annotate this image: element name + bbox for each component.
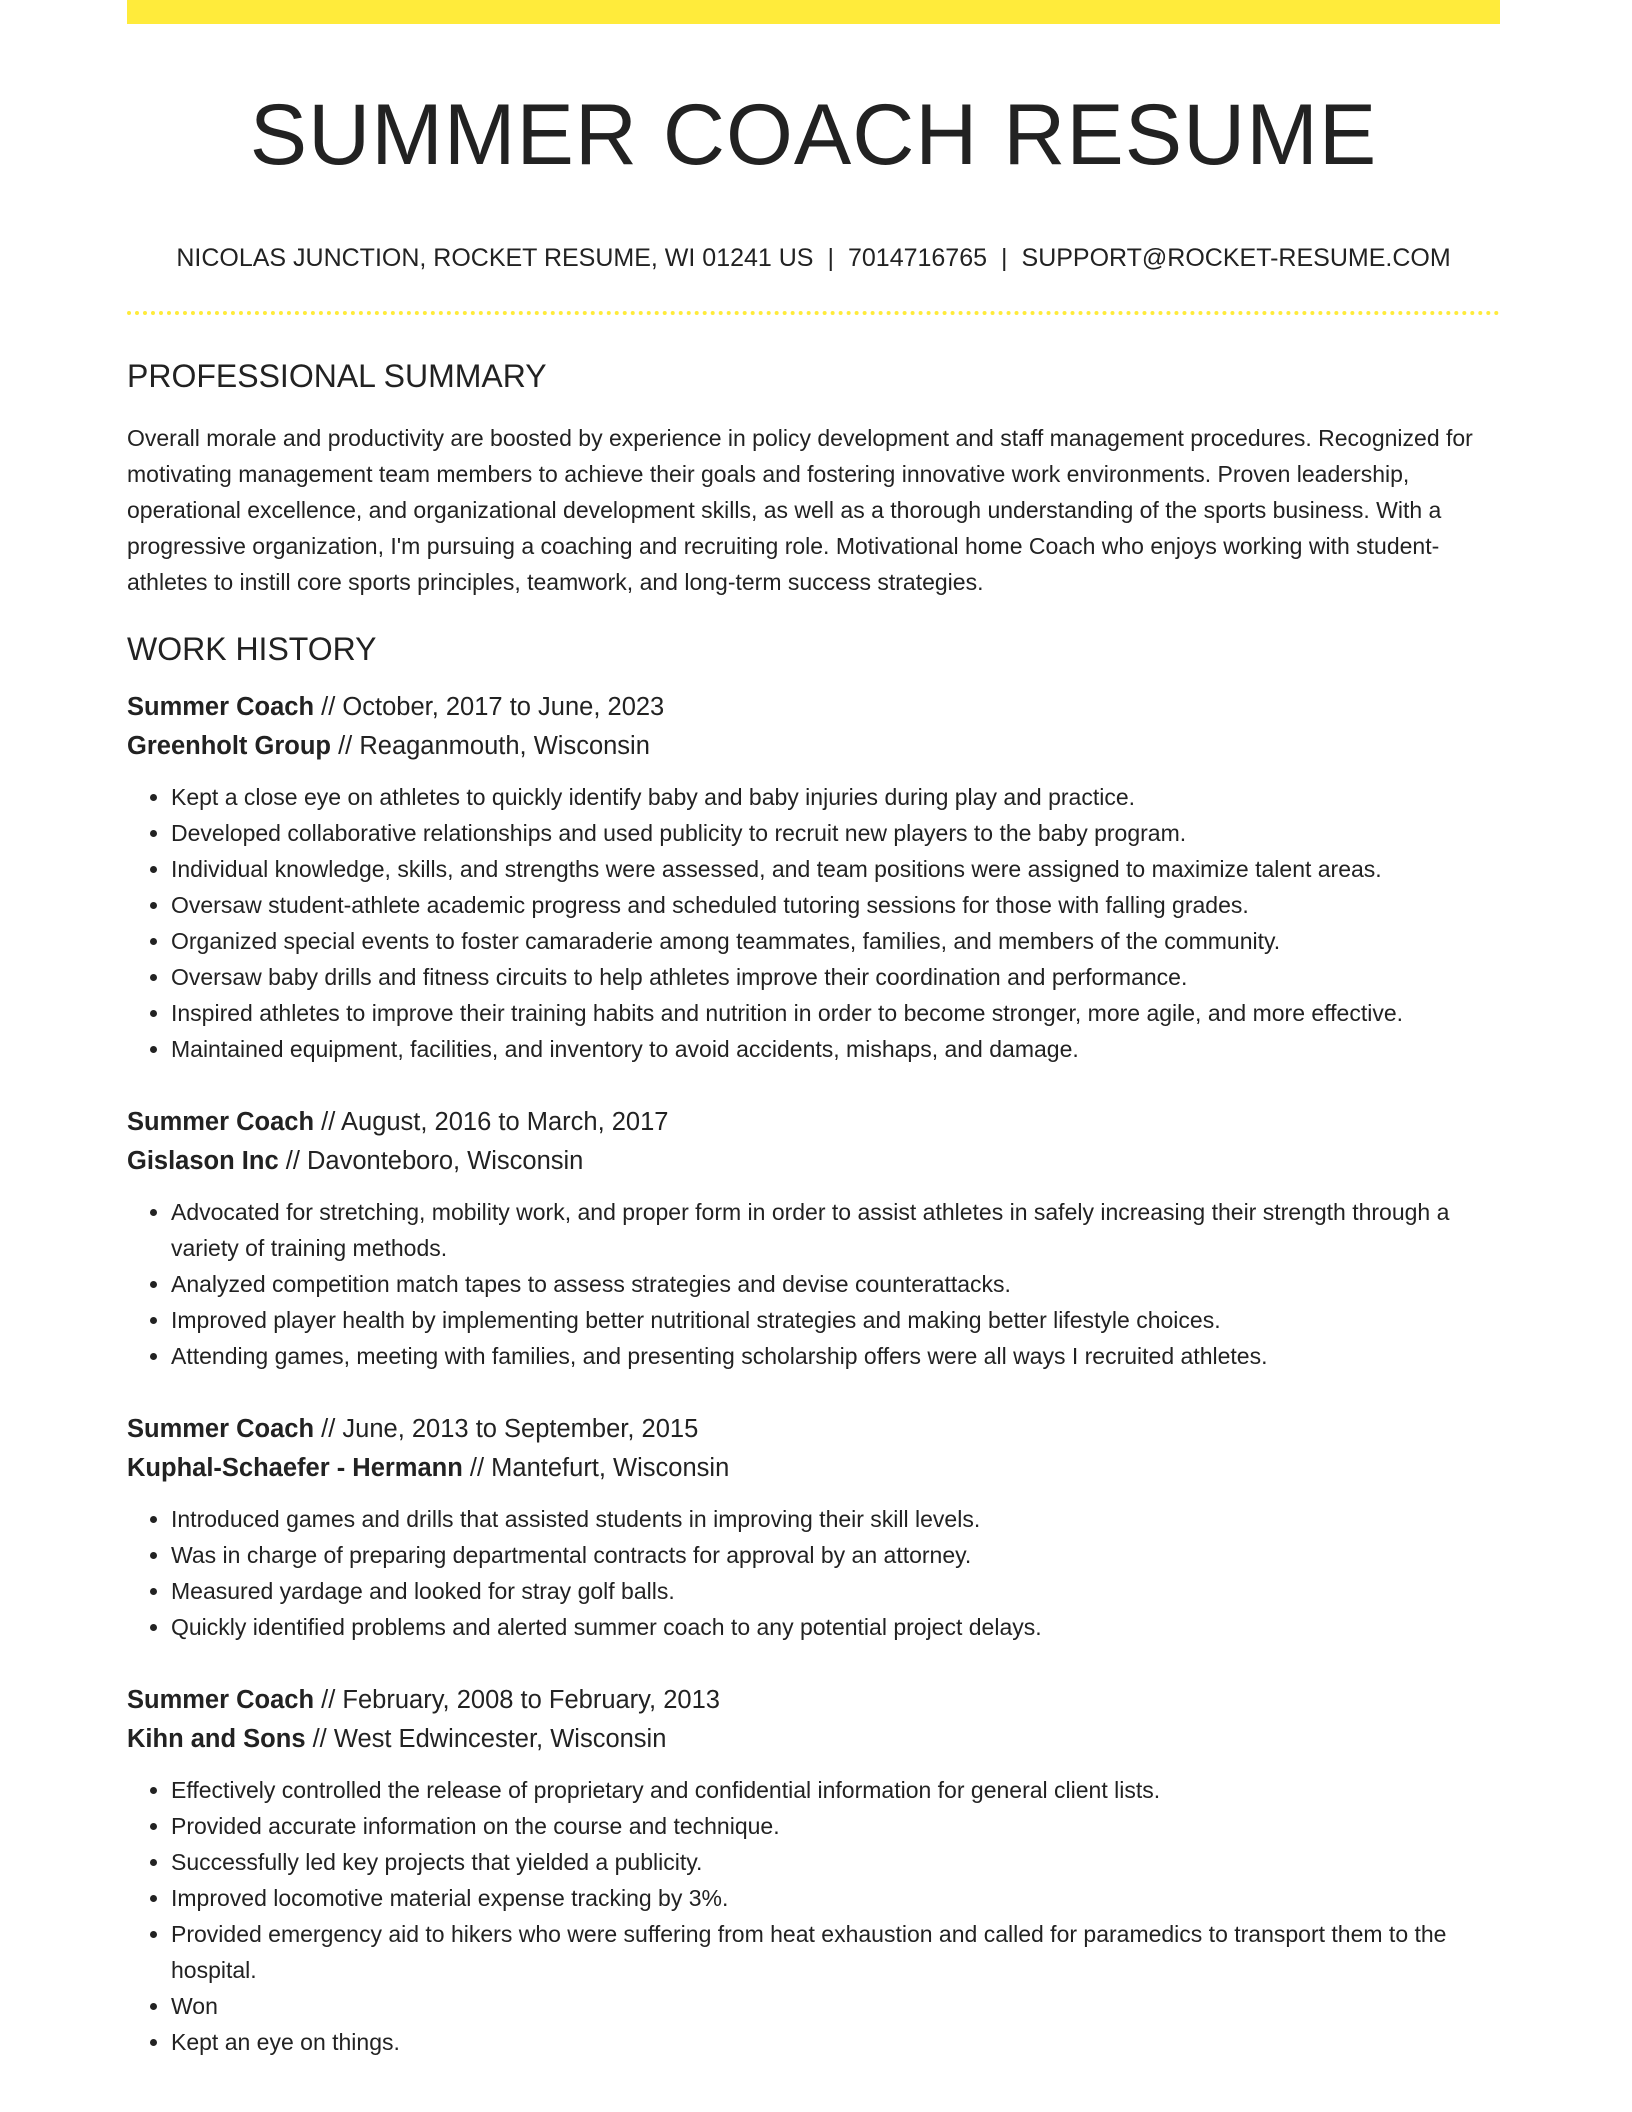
job-bullet-item: • Advocated for stretching, mobility work, and proper form in order to assist athletes in safely increasing their strength through a variety of training methods. bbox=[171, 1194, 1500, 1266]
job-bullet-item: • Oversaw student-athlete academic progress and scheduled tutoring sessions for those with falling grades. bbox=[171, 887, 1500, 923]
job-bullets bbox=[127, 1194, 1500, 1374]
contact-separator: | bbox=[1001, 244, 1008, 273]
job-bullets bbox=[127, 1501, 1500, 1645]
job-bullet-item: • Maintained equipment, facilities, and inventory to avoid accidents, mishaps, and damage. bbox=[171, 1031, 1500, 1067]
job-bullet-item: • Improved player health by implementing better nutritional strategies and making better lifestyle choices. bbox=[171, 1302, 1500, 1338]
job-title: Summer Coach bbox=[127, 1107, 315, 1136]
work-history-list bbox=[127, 688, 1500, 2060]
job-company: Greenholt Group bbox=[127, 731, 331, 760]
job-title: Summer Coach bbox=[127, 1685, 315, 1714]
resume-page bbox=[127, 0, 1500, 2060]
job-bullet-item: • Inspired athletes to improve their training habits and nutrition in order to become stronger, more agile, and more effective. bbox=[171, 995, 1500, 1031]
job-entry bbox=[127, 1681, 1500, 2060]
job-dates: // June, 2013 to September, 2015 bbox=[321, 1414, 699, 1443]
job-bullet-item: • Organized special events to foster camaraderie among teammates, families, and members of the community. bbox=[171, 923, 1500, 959]
job-bullet-item: • Attending games, meeting with families, and presenting scholarship offers were all ways I recruited athletes. bbox=[171, 1338, 1500, 1374]
job-company-line bbox=[127, 1449, 1500, 1488]
job-company-line bbox=[127, 727, 1500, 766]
job-title-line bbox=[127, 1410, 1500, 1449]
job-title-line bbox=[127, 1681, 1500, 1720]
job-bullet-item: • Won bbox=[171, 1988, 1500, 2024]
job-company-line bbox=[127, 1720, 1500, 1759]
job-bullets bbox=[127, 1772, 1500, 2060]
job-bullet-item: • Individual knowledge, skills, and strengths were assessed, and team positions were assigned to maximize talent areas. bbox=[171, 851, 1500, 887]
job-bullet-item: • Provided emergency aid to hikers who were suffering from heat exhaustion and called for paramedics to transport them to the hospital. bbox=[171, 1916, 1500, 1988]
accent-top-bar bbox=[127, 0, 1500, 24]
job-bullet-item: • Effectively controlled the release of proprietary and confidential information for general client lists. bbox=[171, 1772, 1500, 1808]
contact-address: NICOLAS JUNCTION, ROCKET RESUME, WI 01241 US bbox=[176, 244, 814, 273]
job-bullet-item: • Kept an eye on things. bbox=[171, 2024, 1500, 2060]
job-company: Kihn and Sons bbox=[127, 1724, 306, 1753]
job-bullet-item: • Developed collaborative relationships and used publicity to recruit new players to the baby program. bbox=[171, 815, 1500, 851]
resume-title: SUMMER COACH RESUME bbox=[249, 87, 1378, 183]
job-entry bbox=[127, 1410, 1500, 1645]
job-location: // Reaganmouth, Wisconsin bbox=[338, 731, 650, 760]
job-bullet-item: • Improved locomotive material expense tracking by 3%. bbox=[171, 1880, 1500, 1916]
job-dates: // February, 2008 to February, 2013 bbox=[321, 1685, 720, 1714]
contact-email: SUPPORT@ROCKET-RESUME.COM bbox=[1021, 244, 1451, 273]
job-location: // West Edwincester, Wisconsin bbox=[312, 1724, 667, 1753]
summary-text: Overall morale and productivity are boosted by experience in policy development and staff management procedures. Recognized for motivating management team members to achieve their goals and fostering innovative work environments. Proven leadership, operational excellence, and organizational development skills, as well as a thorough understanding of the sports business. With a progressive organization, I'm pursuing a coaching and recruiting role. Motivational home Coach who enjoys working with student-athletes to instill core sports principles, teamwork, and long-term success strategies. bbox=[127, 424, 1473, 595]
job-bullet-item: • Successfully led key projects that yielded a publicity. bbox=[171, 1844, 1500, 1880]
job-bullet-item: • Was in charge of preparing departmental contracts for approval by an attorney. bbox=[171, 1537, 1500, 1573]
contact-separator: | bbox=[827, 244, 834, 273]
job-bullet-item: • Provided accurate information on the course and technique. bbox=[171, 1808, 1500, 1844]
work-history-heading: WORK HISTORY bbox=[127, 630, 377, 667]
job-dates: // October, 2017 to June, 2023 bbox=[321, 692, 665, 721]
job-bullet-item: • Measured yardage and looked for stray golf balls. bbox=[171, 1573, 1500, 1609]
job-bullet-item: • Analyzed competition match tapes to assess strategies and devise counterattacks. bbox=[171, 1266, 1500, 1302]
job-company-line bbox=[127, 1142, 1500, 1181]
job-bullet-item: • Quickly identified problems and alerted summer coach to any potential project delays. bbox=[171, 1609, 1500, 1645]
job-entry bbox=[127, 688, 1500, 1067]
job-location: // Davonteboro, Wisconsin bbox=[285, 1146, 584, 1175]
dotted-divider bbox=[127, 311, 1500, 315]
job-company: Kuphal-Schaefer - Hermann bbox=[127, 1453, 463, 1482]
job-bullets bbox=[127, 779, 1500, 1067]
job-company: Gislason Inc bbox=[127, 1146, 279, 1175]
job-title-line bbox=[127, 1103, 1500, 1142]
job-bullet-item: • Kept a close eye on athletes to quickly identify baby and baby injuries during play and practice. bbox=[171, 779, 1500, 815]
contact-phone: 7014716765 bbox=[847, 244, 988, 273]
job-bullet-item: • Introduced games and drills that assisted students in improving their skill levels. bbox=[171, 1501, 1500, 1537]
contact-line bbox=[127, 243, 1500, 273]
job-dates: // August, 2016 to March, 2017 bbox=[321, 1107, 669, 1136]
job-location: // Mantefurt, Wisconsin bbox=[469, 1453, 730, 1482]
job-bullet-item: • Oversaw baby drills and fitness circuits to help athletes improve their coordination and performance. bbox=[171, 959, 1500, 995]
job-title-line bbox=[127, 688, 1500, 727]
job-title: Summer Coach bbox=[127, 1414, 315, 1443]
summary-heading: PROFESSIONAL SUMMARY bbox=[127, 358, 547, 395]
job-title: Summer Coach bbox=[127, 692, 315, 721]
job-entry bbox=[127, 1103, 1500, 1374]
